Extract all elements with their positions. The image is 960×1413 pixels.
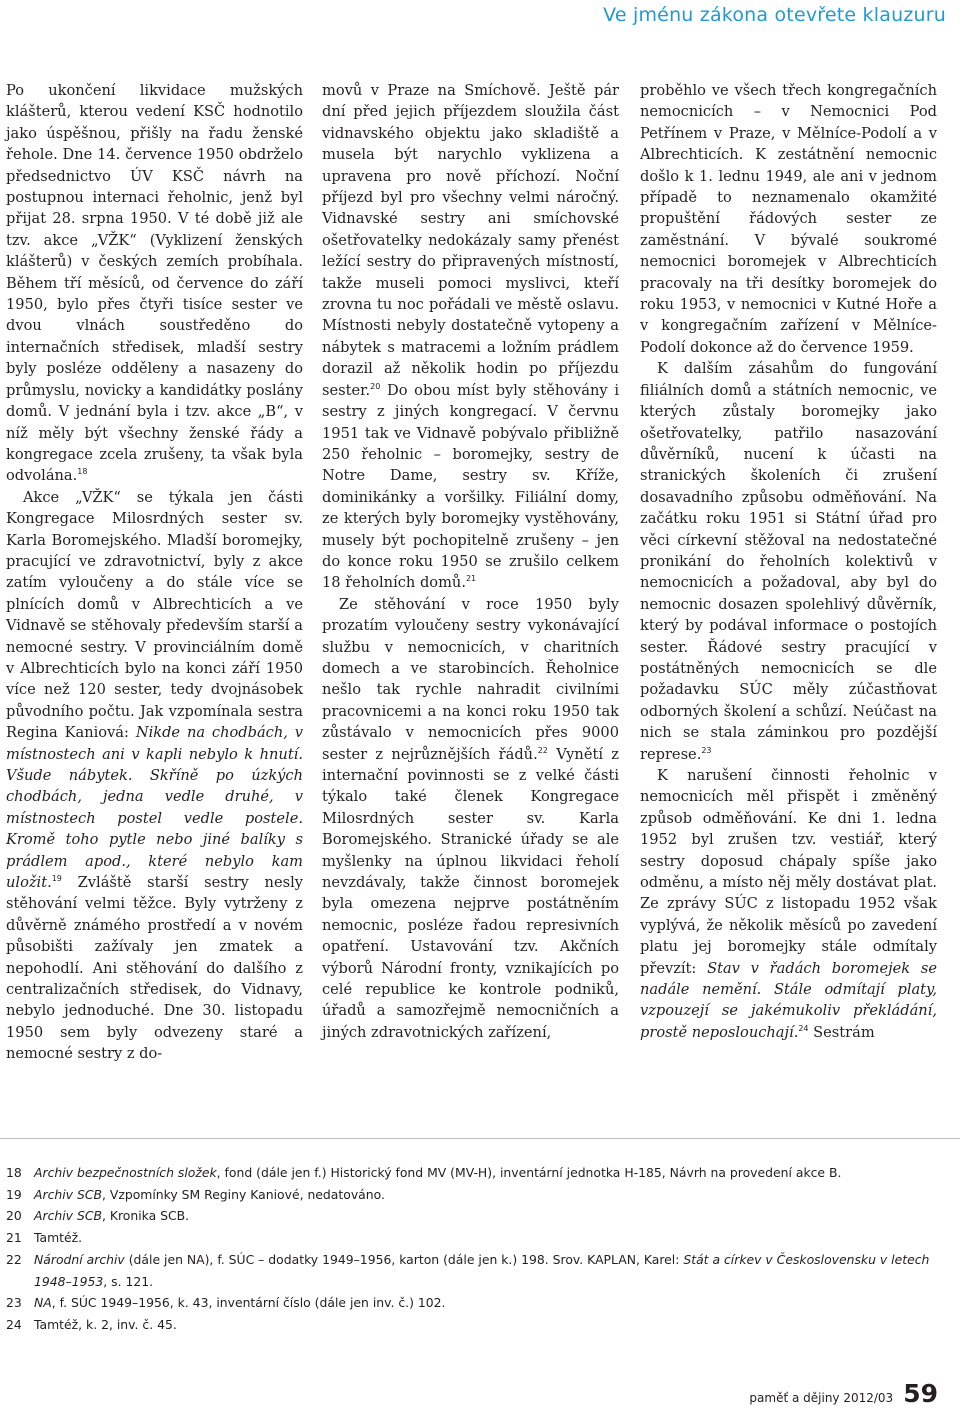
footnote-divider [0,1138,960,1139]
footnote-text: Archiv SCB, Kronika SCB. [34,1208,190,1224]
footnote [6,1162,936,1184]
footnote-number: 22 [6,1251,22,1267]
page-footer [749,1379,938,1408]
paragraph: Po ukončení likvidace mužských klášterů, kterou vedení KSČ hodnotilo jako úspěšnou, přišly na řadu ženské řehole. Dne 14. července 1950 obdrželo předsednictvo ÚV KSČ návrh na postupnou internaci řeholnic, jenž byl přijat 28. srpna 1950. V té době již ale tzv. akce „VŽK“ (Vyklizení ženských klášterů) v českých zemích probíhala. Během tří měsíců, od července do září 1950, bylo přes čtyři tisíce sester ve dvou vlnách soustředěno do internačních středisek, mladší sestry byly posléze odděleny a nasazeny do průmyslu, novicky a kandidátky poslány domů. V jednání byla i tzv. akce „B“, v níž měly být všechny ženské řády a kongregace zcela zrušeny, ta však byla odvolána.$^{18}$ [6,82,303,485]
paragraph: K narušení činnosti řeholnic v nemocnicích měl přispět i změněný způsob odměňování. Ke dni 1. ledna 1952 byl zrušen tzv. vestiář, který sestry doposud chápaly spíše jako odměnu, a místo něj měly dostávat plat. Ze zprávy SÚC z listopadu 1952 však vyplývá, že několik měsíců po zavedení platu jej boromejky stále odmítaly převzít: Stav v řadách boromejek se nadále nemění. Stále odmítají platy, vzpouzejí se jakémukoliv překládání, prostě neposlouchají.$^{24}$ Sestrám [640,767,937,1041]
footnote-text: NA, f. SÚC 1949–1956, k. 43, inventární číslo (dále jen inv. č.) 102. [34,1295,446,1311]
footnote-number: 19 [6,1186,22,1202]
footnote-text: Tamtéž. [34,1230,83,1246]
paragraph: Ze stěhování v roce 1950 byly prozatím vyloučeny sestry vykonávající službu v nemocnicích, v charitních domech a ve starobincích. Řeholnice nešlo tak rychle nahradit civilními pracovnicemi a na konci roku 1950 tak zůstávalo v nemocnicích přes 9000 sester z nejrůznějších řádů.$^{22}$ Vynětí z internační povinnosti se z velké části týkalo také členek Kongregace Milosrdných sester sv. Karla Boromejského. Stranické úřady se ale myšlenky na úplnou likvidaci řeholí nevzdávaly, takže činnost boromejek byla omezena nejprve postátněním nemocnic, posléze řadou represivních opatření. Ustavování tzv. Akčních výborů Národní fronty, vznikajících po celé republice ke kontrole podniků, úřadů a samozřejmě nemocničních a jiných zdravotnických zařízení, [322,595,619,1041]
footnote [6,1227,936,1249]
paragraph: K dalším zásahům do fungování filiálních domů a státních nemocnic, ve kterých zůstaly boromejky jako ošetřovatelky, patřilo nasazování důvěrníků, nucení k účasti na stranických školeních či zrušení dosavadního způsobu odměňování. Na začátku roku 1951 si Státní úřad pro věci církevní stěžoval na nedostatečné pronikání do řeholních kolektivů v nemocnicích a požadoval, aby byl do nemocnic dosazen spolehlivý důvěrník, který by podával informace o postojích sester. Řádové sestry pracující v postátněných nemocnicích se dle požadavku SÚC měly zúčastňovat odborných školení a schůzí. Neúčast na nich se stala záminkou pro pozdější represe.$^{23}$ [640,360,937,763]
text-column-2 [322,80,619,1043]
footnote [6,1205,936,1227]
paragraph: proběhlo ve všech třech kongregačních nemocnicích – v Nemocnici Pod Petřínem v Praze, v Mělníce-Podolí a v Albrechticích. K zestátnění nemocnic došlo k 1. lednu 1949, ale ani v jednom případě to neznamenalo okamžité propuštění řádových sester ze zaměstnání. V bývalé soukromé nemocnici boromejek v Albrechticích pracovaly na tři desítky boromejek do roku 1953, v nemocnici v Kutné Hoře a v kongregačním zařízení v Mělníce-Podolí dokonce až do července 1959. [640,82,937,356]
footnotes [6,1162,936,1336]
magazine-name: paměť a dějiny 2012/03 [749,1391,894,1405]
footnote-text: Národní archiv (dále jen NA), f. SÚC – dodatky 1949–1956, karton (dále jen k.) 198. Srov. KAPLAN, Karel: Stát a církev v Československu v letech 1948–1953, s. 121. [34,1251,930,1289]
footnote-number: 23 [6,1295,22,1311]
footnote [6,1249,936,1292]
text-column-1 [6,80,303,1065]
footnote-text: Tamtéž, k. 2, inv. č. 45. [34,1316,177,1332]
footnote-text: Archiv SCB, Vzpomínky SM Reginy Kaniové, nedatováno. [34,1186,385,1202]
footnote [6,1184,936,1206]
footnote-number: 18 [6,1165,22,1180]
footnote-number: 24 [6,1316,22,1332]
footnote-text: Archiv bezpečnostních složek, fond (dále jen f.) Historický fond MV (MV-H), inventární jednotka H-185, Návrh na provedení akce B. [34,1165,842,1180]
footnote [6,1314,936,1336]
text-column-3 [640,80,937,1043]
running-header: Ve jménu zákona otevřete klauzuru [603,4,946,26]
footnote-number: 20 [6,1208,22,1224]
paragraph: Akce „VŽK“ se týkala jen části Kongregace Milosrdných sester sv. Karla Boromejského. Mladší boromejky, pracující ve zdravotnictví, byly z akce zatím vyloučeny a do stále více se plnících domů v Albrechticích a ve Vidnavě se stěhovaly především starší a nemocné sestry. V provinciálním domě v Albrechticích bylo na konci září 1950 více než 120 sester, tedy dvojnásobek původního počtu. Jak vzpomínala sestra Regina Kaniová: Nikde na chodbách, v místnostech ani v kapli nebylo k hnutí. Všude nábytek. Skříně po úzkých chodbách, jedna vedle druhé, v místnostech postel vedle postele. Kromě toho pytle nebo jiné balíky s prádlem apod., které nebylo kam uložit.$^{19}$ Zvláště starší sestry nesly stěhování velmi těžce. Byly vytrženy z důvěrně známého prostředí a v novém působišti zažívaly jen zmatek a nepohodlí. Ani stěhování do dalšího z centralizačních středisek, do Vidnavy, nebylo jednoduché. Dne 30. listopadu 1950 sem byly odvezeny staré a nemocné sestry z do- [6,488,303,1063]
page-number: 59 [903,1379,938,1408]
paragraph: movů v Praze na Smíchově. Ještě pár dní před jejich příjezdem sloužila část vidnavského objektu jako skladiště a musela být narychlo vyklizena a upravena pro nově příchozí. Noční příjezd byl pro všechny velmi náročný. Vidnavské sestry ani smíchovské ošetřovatelky nedokázaly samy přenést ležící sestry do připravených místností, takže museli pomoci myslivci, kteří zrovna tu noc pořádali ve městě oslavu. Místnosti nebyly dostatečně vytopeny a nábytek s matracemi a ložním prádlem dorazil až několik hodin po příjezdu sester.$^{20}$ Do obou míst byly stěhovány i sestry z jiných kongregací. V červnu 1951 tak ve Vidnavě pobývalo přibližně 250 řeholnic – boromejky, sestry de Notre Dame, sestry sv. Kříže, dominikánky a voršilky. Filiální domy, ze kterých byly boromejky vystěhovány, musely být pochopitelně zrušeny – jen do konce roku 1950 se zrušilo celkem 18 řeholních domů.$^{21}$ [322,82,619,592]
footnote [6,1292,936,1314]
footnote-number: 21 [6,1230,22,1246]
